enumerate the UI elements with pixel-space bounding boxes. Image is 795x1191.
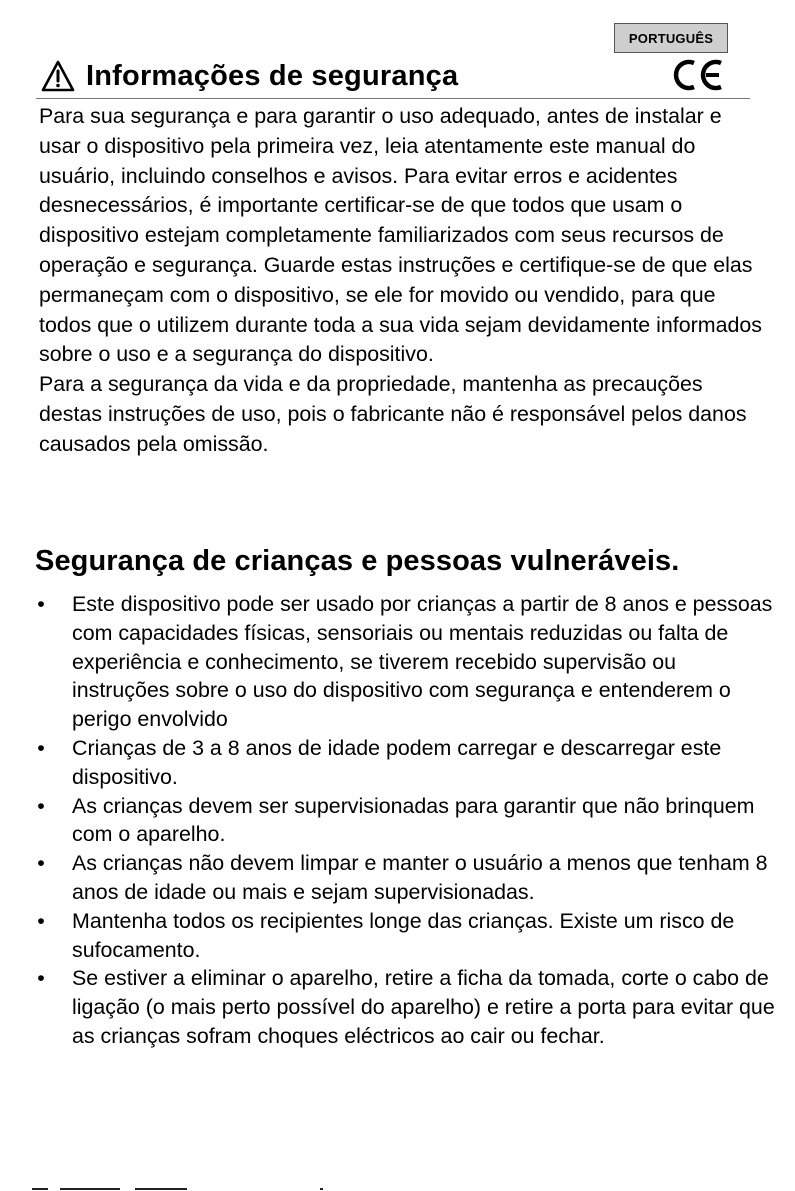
list-item [28,792,778,850]
bullet-icon: • [37,908,45,933]
page-title: Informações de segurança [86,59,459,92]
list-item [28,590,778,734]
list-item [28,734,778,792]
list-item-text: Este dispositivo pode ser usado por crianças a partir de 8 anos e pessoas com capacidades físicas, sensoriais ou mentais reduzidas ou falta de experiência e conhecimento, se tiverem recebido supervisão ou instruções sobre o uso do dispositivo com segurança e entenderem o perigo envolvido [72,592,773,732]
language-badge: PORTUGUÊS [614,23,728,53]
list-item-text: Crianças de 3 a 8 anos de idade podem carregar e descarregar este dispositivo. [72,735,722,789]
list-item-text: Se estiver a eliminar o aparelho, retire a ficha da tomada, corte o cabo de ligação (o mais perto possível do aparelho) e retire a porta para evitar que as crianças sofram choques eléctricos ao cair ou fechar. [72,966,775,1048]
list-item [28,849,778,907]
bullet-icon: • [37,966,45,991]
list-item [28,964,778,1050]
bullet-icon: • [37,592,45,616]
ce-mark-icon [670,58,724,92]
bullet-icon: • [37,735,45,760]
bullet-icon: • [37,793,45,818]
intro-paragraph-2: Para a segurança da vida e da propriedade, mantenha as precauções destas instruções de uso, pois o fabricante não é responsável pelos danos causados pela omissão. [39,372,747,456]
section-title: Segurança de crianças e pessoas vulneráveis. [35,545,680,577]
intro-text [39,102,769,460]
page-bottom-marks [0,1186,795,1191]
list-item-text: Mantenha todos os recipientes longe das crianças. Existe um risco de sufocamento. [72,908,735,962]
title-divider [36,98,750,99]
title-row [40,56,458,96]
warning-triangle-icon [40,59,76,93]
list-item-text: As crianças devem ser supervisionadas para garantir que não brinquem com o aparelho. [72,793,755,847]
bullet-icon: • [37,851,45,876]
list-item-text: As crianças não devem limpar e manter o usuário a menos que tenham 8 anos de idade ou mais e sejam supervisionadas. [72,851,768,904]
safety-list [28,590,778,1051]
intro-paragraph-1: Para sua segurança e para garantir o uso adequado, antes de instalar e usar o dispositivo pela primeira vez, leia atentamente este manual do usuário, incluindo conselhos e avisos. Para evitar erros e acidentes desnecessários, é importante certificar-se de que todos que usam o dispositivo estejam completamente familiarizados com seus recursos de operação e segurança. Guarde estas instruções e certifique-se de que elas permaneçam com o dispositivo, se ele for movido ou vendido, para que todos que o utilizem durante toda a sua vida sejam devidamente informados sobre o uso e a segurança do dispositivo. [39,104,762,367]
list-item [28,907,778,965]
